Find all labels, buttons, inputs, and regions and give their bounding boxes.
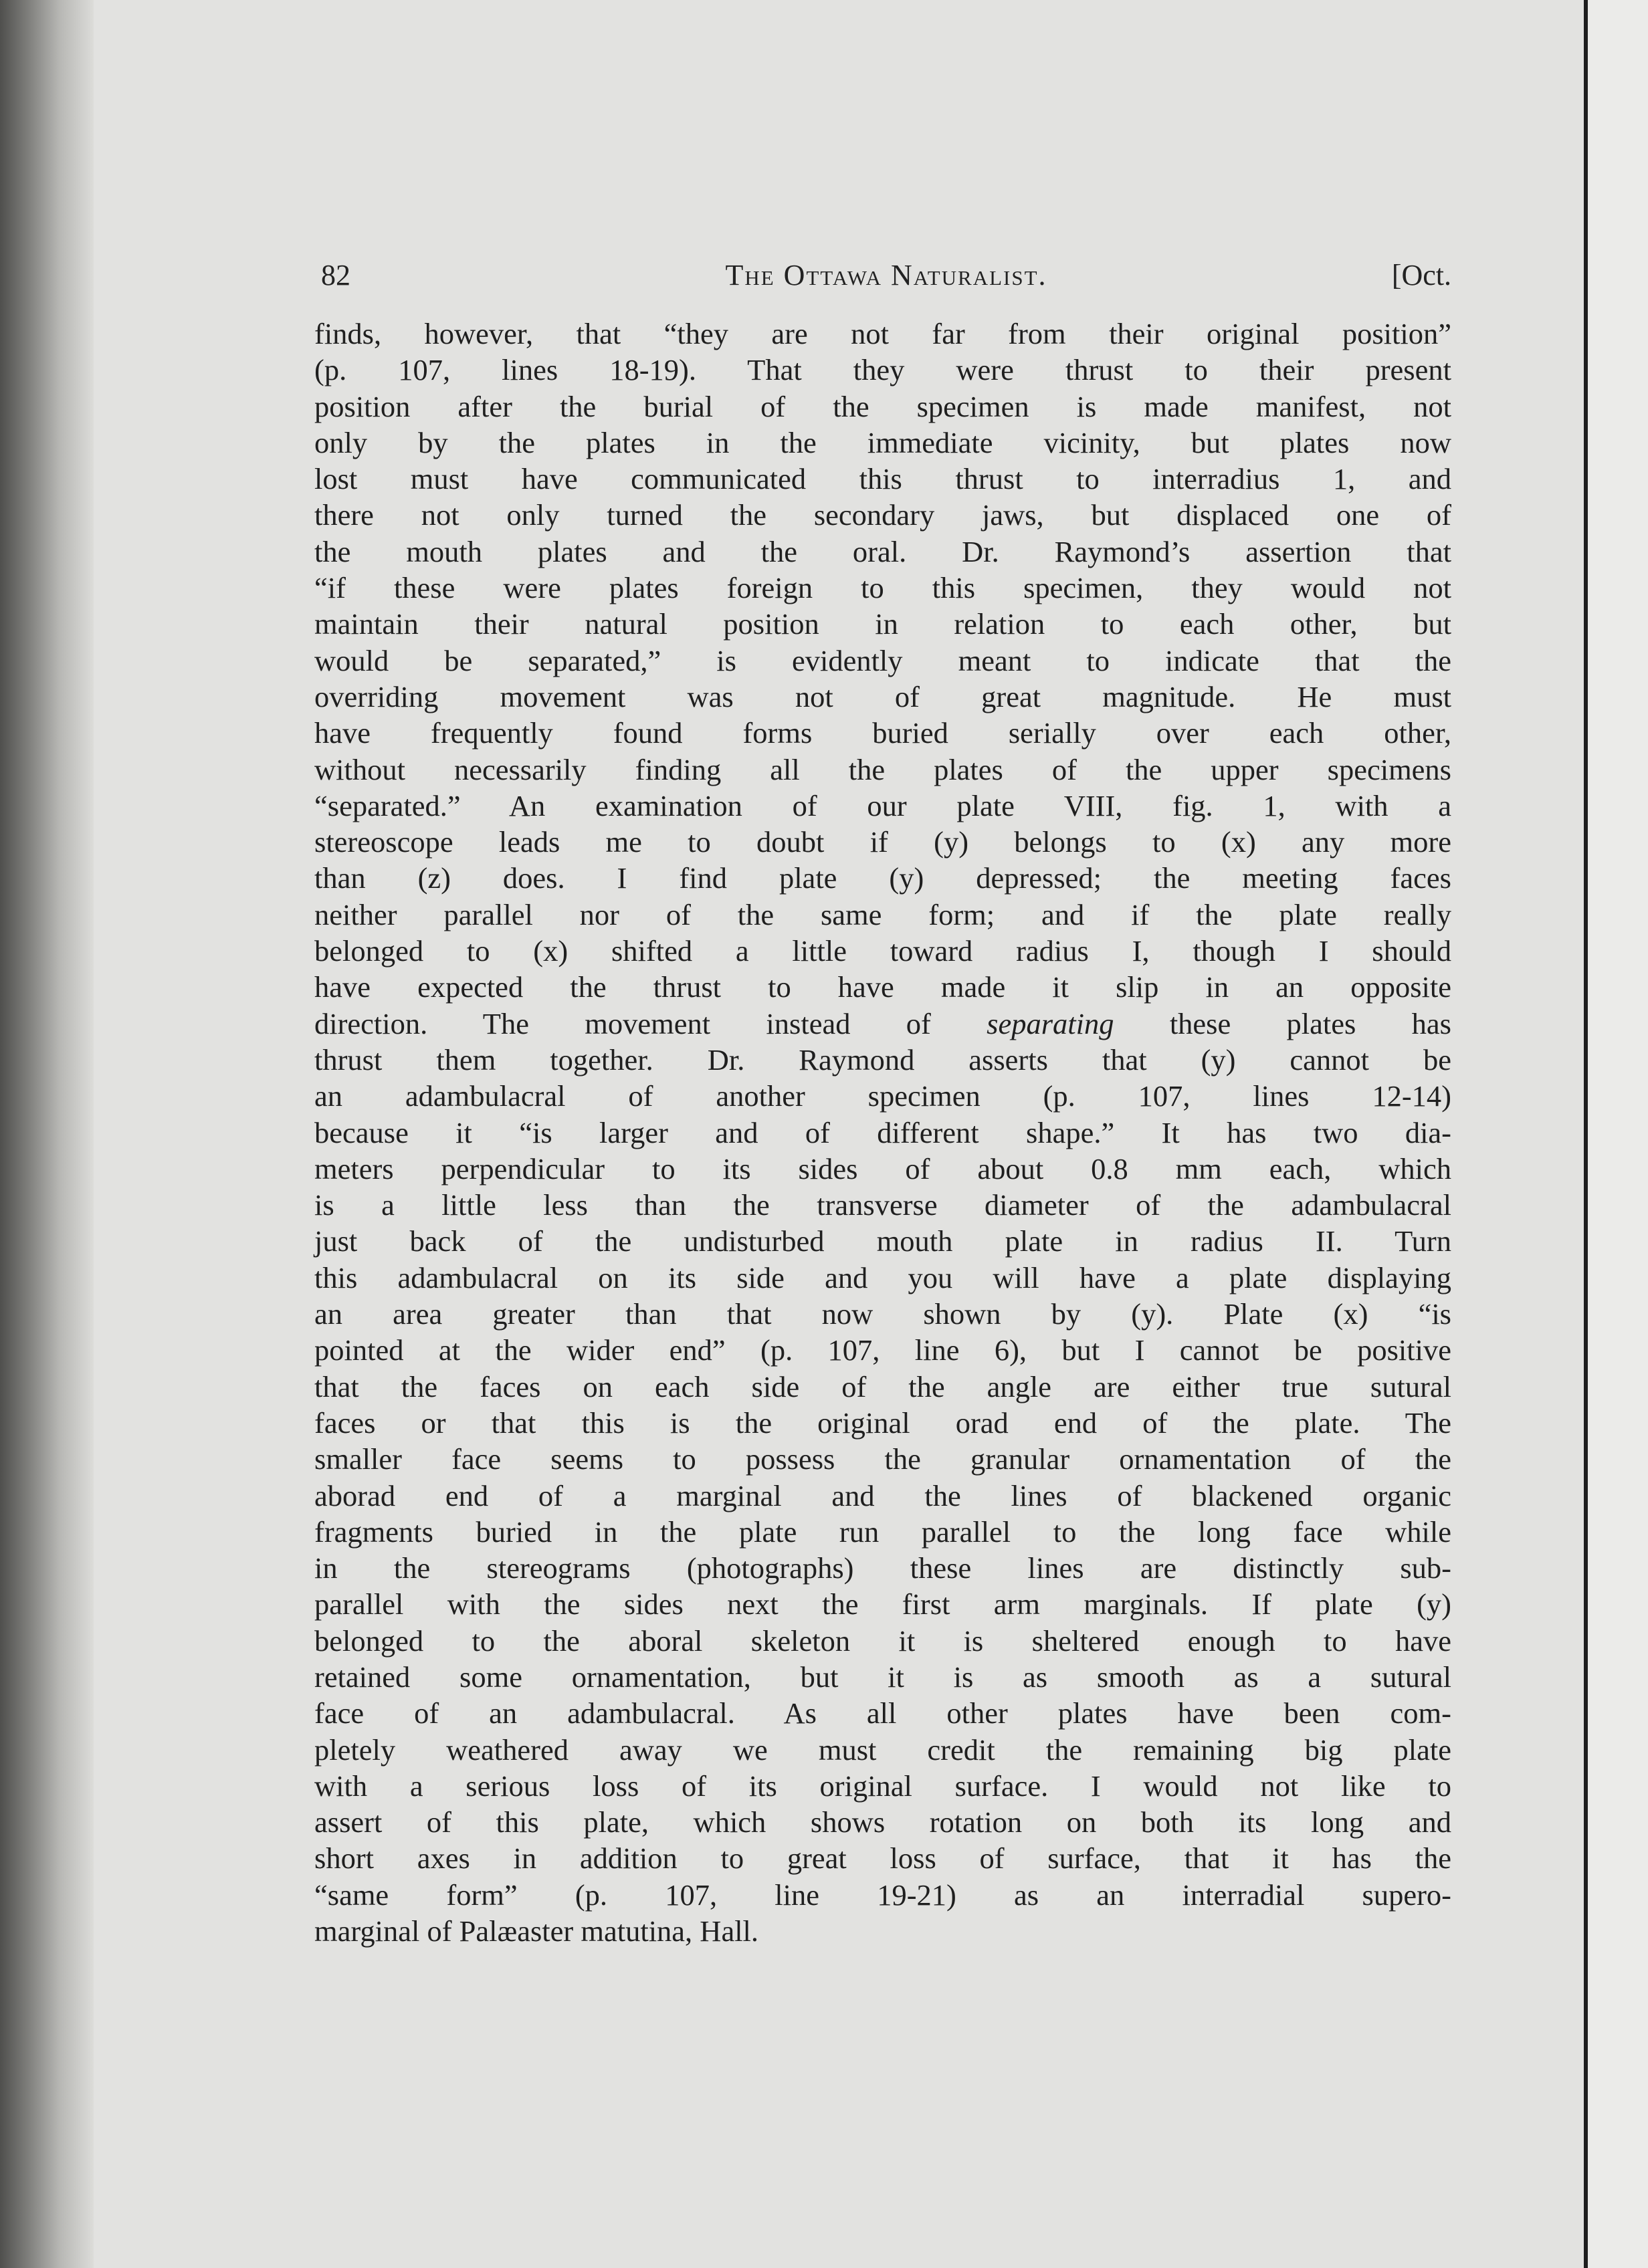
page-number: 82 [321,259,350,292]
text-line: belonged to the aboral skeleton it is sheltered enough to have [314,1623,1451,1658]
text-line: overriding movement was not of great magnitude. He must [314,679,1451,713]
text-line: lost must have communicated this thrust to interradius 1, and [314,462,1451,496]
text-line: pletely weathered away we must credit the remaining big plate [314,1732,1451,1767]
text-line: the mouth plates and the oral. Dr. Raymond’s assertion that [314,534,1451,568]
text-line: parallel with the sides next the first arm marginals. If plate (y) [314,1587,1451,1621]
text-line: maintain their natural position in relation to each other, but [314,607,1451,641]
text-line: is a little less than the transverse diameter of the adambulacral [314,1188,1451,1222]
text-line: position after the burial of the specimen is made manifest, not [314,389,1451,423]
body-paragraph [314,316,1451,1949]
text-line: meters perpendicular to its sides of about 0.8 mm each, which [314,1151,1451,1185]
text-line: face of an adambulacral. As all other plates have been com- [314,1696,1451,1730]
journal-title: The Ottawa Naturalist. [725,259,1047,292]
text-line: aborad end of a marginal and the lines of blackened organic [314,1478,1451,1512]
text-segment: these plates has [1114,1006,1451,1040]
scan-shadow [0,0,94,2268]
italic-word: separating [987,1006,1114,1040]
text-line: finds, however, that “they are not far from their original position” [314,317,1451,350]
text-line: have frequently found forms buried serially over each other, [314,716,1451,750]
text-line: that the faces on each side of the angle are either true sutural [314,1369,1451,1403]
text-line: would be separated,” is evidently meant to indicate that the [314,643,1451,677]
text-line: “same form” (p. 107, line 19-21) as an interradial supero- [314,1878,1451,1912]
text-line: fragments buried in the plate run parallel to the long face while [314,1514,1451,1549]
text-line: faces or that this is the original orad end of the plate. The [314,1405,1451,1440]
running-head [321,258,1451,305]
text-line: neither parallel nor of the same form; and if the plate really [314,897,1451,931]
text-line: retained some ornamentation, but it is as smooth as a sutural [314,1660,1451,1694]
text-line: short axes in addition to great loss of surface, that it has the [314,1841,1451,1876]
text-line: smaller face seems to possess the granular ornamentation of the [314,1442,1451,1476]
text-line: “if these were plates foreign to this specimen, they would not [314,571,1451,605]
text-segment: direction. The movement instead of [314,1006,987,1040]
text-line: assert of this plate, which shows rotation on both its long and [314,1805,1451,1839]
text-line-final: marginal of Palæaster matutina, Hall. [314,1914,759,1948]
text-line: (p. 107, lines 18-19). That they were thrust to their present [314,353,1451,387]
text-line: an area greater than that now shown by (y). Plate (x) “is [314,1297,1451,1331]
text-line-with-italic [314,1006,1451,1042]
text-line: an adambulacral of another specimen (p. 107, lines 12-14) [314,1079,1451,1113]
text-line: pointed at the wider end” (p. 107, line 6), but I cannot be positive [314,1333,1451,1367]
text-line: because it “is larger and of different shape.” It has two dia- [314,1115,1451,1149]
scan-right-margin [1584,0,1648,2268]
text-line: than (z) does. I find plate (y) depressed; the meeting faces [314,861,1451,895]
text-line: just back of the undisturbed mouth plate in radius II. Turn [314,1224,1451,1258]
text-line: there not only turned the secondary jaws, but displaced one of [314,498,1451,532]
text-line: without necessarily finding all the plates of the upper specimens [314,752,1451,786]
text-line: thrust them together. Dr. Raymond asserts that (y) cannot be [314,1042,1451,1076]
text-line: with a serious loss of its original surface. I would not like to [314,1769,1451,1803]
book-page [94,0,1584,2268]
text-line: only by the plates in the immediate vicinity, but plates now [314,425,1451,459]
text-line: in the stereograms (photographs) these lines are distinctly sub- [314,1551,1451,1585]
text-line: have expected the thrust to have made it slip in an opposite [314,970,1451,1004]
text-line: belonged to (x) shifted a little toward radius I, though I should [314,934,1451,968]
text-line: stereoscope leads me to doubt if (y) belongs to (x) any more [314,825,1451,859]
text-line: this adambulacral on its side and you will have a plate displaying [314,1260,1451,1294]
text-line: “separated.” An examination of our plate VIII, fig. 1, with a [314,788,1451,822]
issue-month: [Oct. [1391,259,1451,292]
